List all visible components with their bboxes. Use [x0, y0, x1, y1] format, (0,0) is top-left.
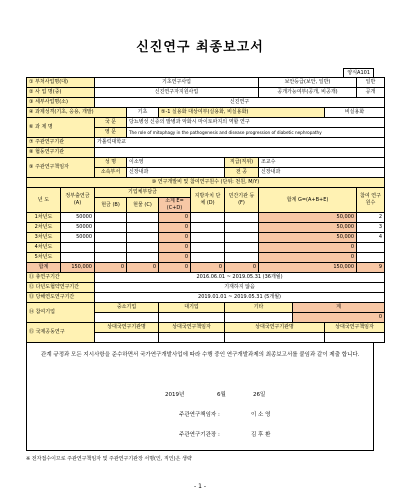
row-pi-name [27, 158, 385, 168]
budget-gov-header: 정부출연금 (A) [61, 188, 95, 213]
budget-researchers-header: 참여 연구원수 [357, 188, 385, 213]
budget-total-cell: 0 [259, 253, 357, 263]
row-host-org [27, 138, 385, 148]
budget-enterprise-header: 기업체부담금 [95, 188, 191, 198]
budget-inkind-cell [127, 243, 159, 253]
budget-subtotal-cell: 0 [159, 243, 191, 253]
budget-other-cell [191, 233, 225, 243]
intl-label: ⑮ 국제공동연구 [27, 323, 95, 343]
budget-cash-cell [95, 223, 127, 233]
budget-subtotal-header: 소계 E=(C+D) [159, 198, 191, 213]
budget-sum-subtotal: 0 [159, 263, 191, 273]
budget-sum-total: 150,000 [259, 263, 357, 273]
budget-sum-row [27, 263, 385, 273]
budget-sum-label: 합계 [27, 263, 61, 273]
org-sign-name: 김 후 환 [251, 432, 271, 438]
budget-row [27, 243, 385, 253]
declaration-box [26, 342, 374, 451]
pi-rank-label: 직급(직위) [225, 158, 259, 168]
year-period-label: ⑬ 당해연도연구기간 [27, 293, 95, 303]
intl-org-header-2: 상대국연구기관명 [225, 323, 325, 333]
task-title-label: ⑥ 과 제 명 [27, 118, 95, 138]
declaration-year: 2019년 [165, 392, 185, 398]
budget-header-row-1 [27, 188, 385, 198]
budget-researchers-cell: 4 [357, 233, 385, 243]
security-label: 보안등급(보안, 일반) [259, 78, 357, 88]
row-total-period [27, 273, 385, 283]
program-value: 기초연구사업 [95, 78, 259, 88]
task-eng-label: 영 문 [95, 128, 127, 138]
budget-inkind-cell [127, 233, 159, 243]
pi-major-label: 전 공 [225, 168, 259, 178]
declaration-text: 관계 규정과 모든 지시사항을 준수하면서 국가연구개발사업에 따라 수행 중인 연구개발과제의 최종보고서를 붙임과 같이 제출 합니다. [41, 352, 360, 358]
budget-sum-gov: 150,000 [61, 263, 95, 273]
budget-private-cell [225, 253, 259, 263]
report-form-table [26, 77, 385, 343]
detail-value: 신진연구 [95, 98, 385, 108]
budget-gov-cell: 50000 [61, 213, 95, 223]
budget-other-cell [191, 223, 225, 233]
budget-sum-private: 0 [225, 263, 259, 273]
budget-total-cell: 0 [259, 243, 357, 253]
security-value: 일반 [357, 78, 385, 88]
participants-sum-value: 0 [293, 313, 385, 323]
budget-other-cell [191, 253, 225, 263]
participants-sum-header: 계 [293, 303, 385, 313]
budget-cash-header: 현금 (B) [95, 198, 127, 213]
budget-gov-cell: 50000 [61, 233, 95, 243]
intl-pi-header-1: 상대국연구책임자 [159, 323, 225, 333]
budget-private-header: 민간기관 등 (F) [225, 188, 259, 213]
budget-sum-researchers: 9 [357, 263, 385, 273]
total-period-label: ⑪ 총연구기간 [27, 273, 95, 283]
budget-inkind-cell [127, 253, 159, 263]
task-eng-value: The role of mitophagy in the pathogenesis and disease progression of diabetic nephropathy [127, 128, 385, 138]
budget-heading: ⑩ 연구개발비 및 참여연구원수 (단위: 천원, M/Y) [27, 178, 385, 188]
pi-label: ⑨ 주관연구책임자 [27, 158, 95, 178]
budget-year-header: 년 도 [27, 188, 61, 213]
budget-other-cell [191, 243, 225, 253]
declaration-month: 6월 [217, 392, 226, 398]
budget-total-header: 합계 G=(A+B+E) [259, 188, 357, 213]
task-kor-value: 당뇨병성 신증의 발병과 악화시 마이토파지의 역할 연구 [127, 118, 385, 128]
budget-row [27, 233, 385, 243]
page-number: - 1 - [194, 483, 206, 490]
budget-researchers-cell [357, 243, 385, 253]
detail-label: ③ 세부사업명(소) [27, 98, 95, 108]
budget-total-cell: 50,000 [259, 233, 357, 243]
row-participants-header [27, 303, 385, 313]
budget-subtotal-cell: 0 [159, 253, 191, 263]
budget-cash-cell [95, 243, 127, 253]
row-task-kor [27, 118, 385, 128]
coop-org-value [95, 148, 385, 158]
budget-sum-inkind: 0 [127, 263, 159, 273]
practical-label: ⑤-1 실용화 대상여부(실용화, 비실용화) [159, 108, 325, 118]
budget-subtotal-cell: 0 [159, 223, 191, 233]
category-label: ④ 과제성격(기초, 응용, 개발) [27, 108, 127, 118]
budget-researchers-cell: 3 [357, 223, 385, 233]
pi-name: 이소영 [127, 158, 225, 168]
row-category [27, 108, 385, 118]
budget-year-cell: 5차년도 [27, 253, 61, 263]
budget-subtotal-cell: 0 [159, 233, 191, 243]
intl-org-header-1: 상대국연구기관명 [95, 323, 159, 333]
org-sign-label: 주관연구기관장 : [179, 432, 220, 438]
project-label: ② 사 업 명(중) [27, 88, 95, 98]
practical-value: 비실용화 [325, 108, 385, 118]
budget-year-cell: 2차년도 [27, 223, 61, 233]
coop-org-label: ⑧ 협동연구기관 [27, 148, 95, 158]
budget-other-cell [191, 213, 225, 223]
budget-heading-row [27, 178, 385, 188]
budget-row [27, 253, 385, 263]
row-coop-org [27, 148, 385, 158]
budget-inkind-cell [127, 213, 159, 223]
budget-sum-other: 0 [191, 263, 225, 273]
budget-row [27, 223, 385, 233]
budget-row [27, 213, 385, 223]
open-value: 공개 [357, 88, 385, 98]
total-period-value: 2016.06.01 ~ 2019.05.31 (36개월) [95, 273, 385, 283]
budget-gov-cell [61, 253, 95, 263]
category-value: 기초 [127, 108, 159, 118]
budget-private-cell [225, 213, 259, 223]
row-year-period [27, 293, 385, 303]
intl-pi-header-2: 상대국연구책임자 [325, 323, 385, 333]
budget-private-cell [225, 223, 259, 233]
participants-sme-header: 중소기업 [95, 303, 159, 313]
budget-year-cell: 4차년도 [27, 243, 61, 253]
budget-private-cell [225, 233, 259, 243]
budget-year-cell: 3차년도 [27, 233, 61, 243]
multi-period-value: 기재하지 않음 [95, 283, 385, 293]
pi-sign-name: 이 소 영 [251, 412, 271, 418]
budget-year-cell: 1차년도 [27, 213, 61, 223]
task-kor-label: 국 문 [95, 118, 127, 128]
budget-cash-cell [95, 253, 127, 263]
form-number: 양식A101 [343, 68, 374, 78]
budget-inkind-cell [127, 223, 159, 233]
row-intl-header [27, 323, 385, 333]
budget-cash-cell [95, 233, 127, 243]
budget-researchers-cell [357, 253, 385, 263]
participants-label: ⑭ 참여기업 [27, 303, 95, 323]
budget-sum-cash: 0 [95, 263, 127, 273]
budget-subtotal-cell: 0 [159, 213, 191, 223]
program-label: ① 부처사업명(대) [27, 78, 95, 88]
year-period-value: 2019.01.01 ~ 2019.05.31 (5개월) [95, 293, 385, 303]
participants-other-header: 기타 [225, 303, 293, 313]
open-label: 공개가능여부(공개, 비공개) [259, 88, 357, 98]
row-multi-period [27, 283, 385, 293]
pi-dept-label: 소속부서 [95, 168, 127, 178]
multi-period-label: ⑫ 다년도협약연구기간 [27, 283, 95, 293]
declaration-day: 26일 [253, 392, 266, 398]
pi-major: 신장내과 [259, 168, 385, 178]
budget-other-header: 지방자치 단체 (D) [191, 188, 225, 213]
page-title: 신진연구 최종보고서 [136, 40, 264, 55]
budget-total-cell: 50,000 [259, 213, 357, 223]
budget-cash-cell [95, 213, 127, 223]
pi-sign-label: 주관연구책임자 : [179, 412, 220, 418]
pi-dept: 신장내과 [127, 168, 225, 178]
budget-private-cell [225, 243, 259, 253]
pi-rank: 조교수 [259, 158, 385, 168]
row-detail [27, 98, 385, 108]
row-program [27, 78, 385, 88]
project-value: 신진연구자지원사업 [95, 88, 259, 98]
participants-large-header: 대기업 [159, 303, 225, 313]
budget-total-cell: 50,000 [259, 223, 357, 233]
footnote: ※ 전자접수이므로 주관연구책임자 및 주관연구기관장 서명(인, 직인)은 생략 [26, 456, 192, 462]
row-project [27, 88, 385, 98]
budget-researchers-cell: 2 [357, 213, 385, 223]
pi-name-label: 성 명 [95, 158, 127, 168]
budget-inkind-header: 현물 (C) [127, 198, 159, 213]
budget-gov-cell [61, 243, 95, 253]
host-org-label: ⑦ 주관연구기관 [27, 138, 95, 148]
budget-gov-cell: 50000 [61, 223, 95, 233]
host-org-value: 가톨릭대학교 [95, 138, 385, 148]
